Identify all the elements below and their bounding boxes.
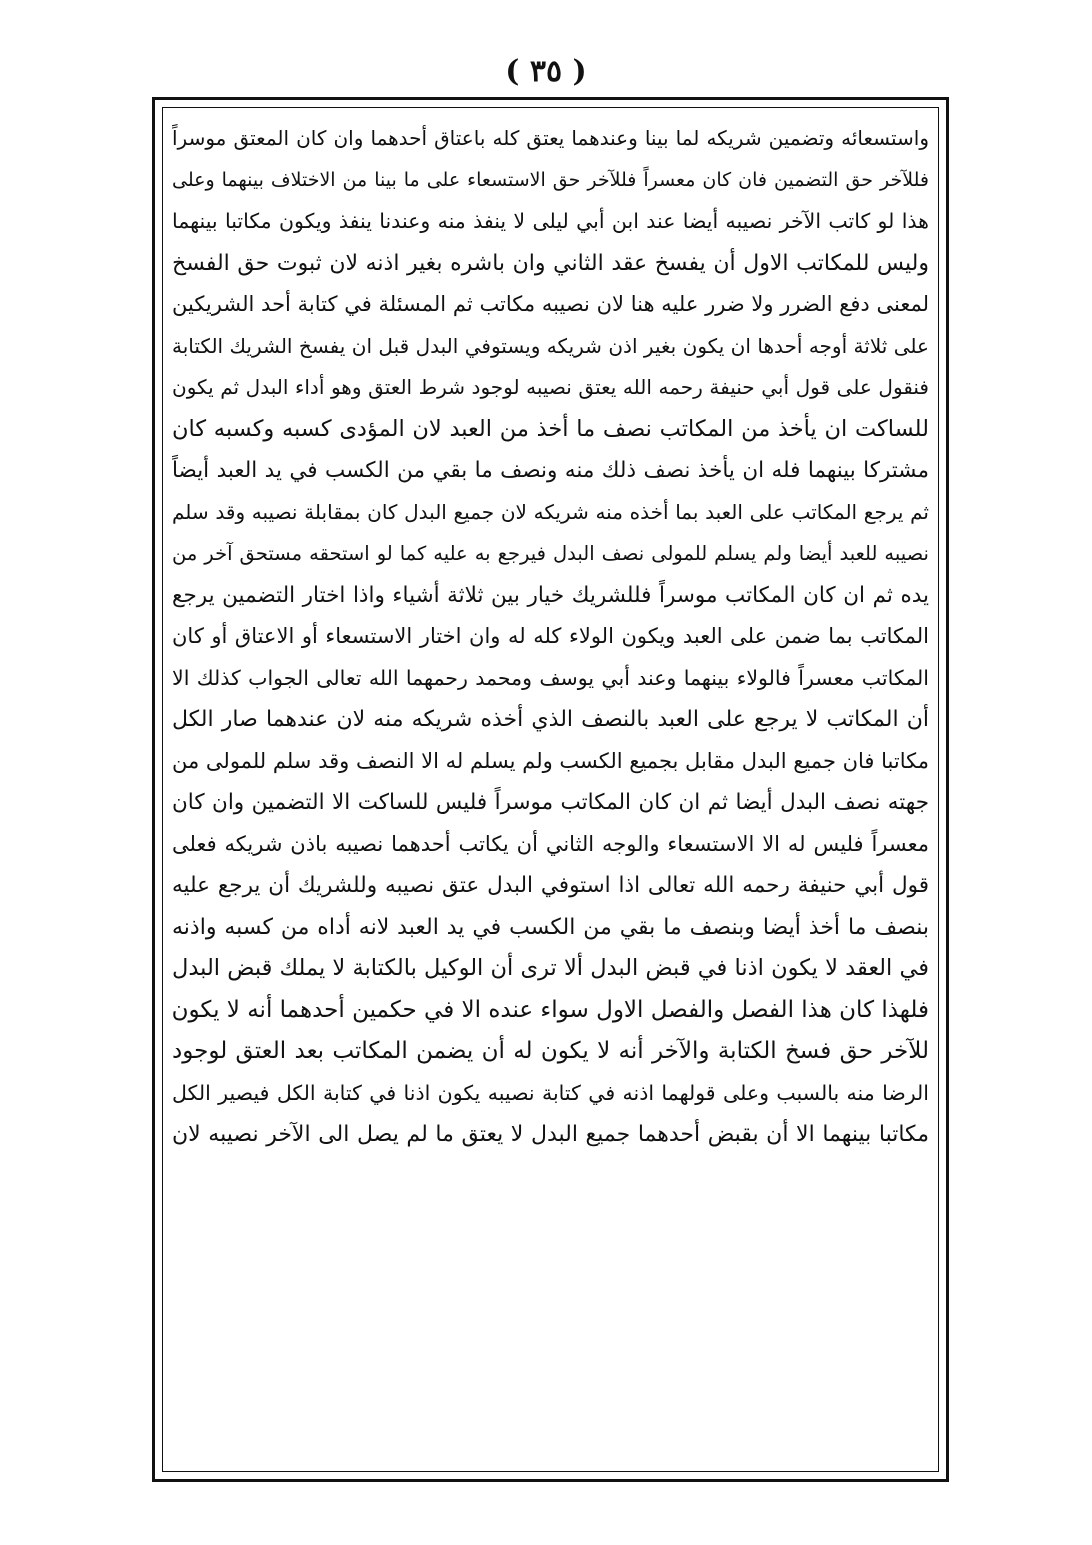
text-line: ثم يرجع المكاتب على العبد بما أخذه منه شريكه لان جميع البدل كان بمقابلة نصيبه وقد سلم [172,499,929,524]
text-line: الرضا منه بالسبب وعلى قولهما اذنه في كتابة نصيبه يكون اذنا في كتابة الكل فيصير الكل [172,1080,929,1105]
text-line: فلهذا كان هذا الفصل والفصل الاول سواء عنده الا في حكمين أحدهما أنه لا يكون [172,996,929,1023]
text-line: بنصف ما أخذ أيضا وبنصف ما بقي من الكسب في يد العبد لانه أداه من كسبه واذنه [172,914,929,940]
text-line: يده ثم ان كان المكاتب موسراً فللشريك خيار بين ثلاثة أشياء واذا اختار التضمين يرجع [172,582,929,608]
page-number: ( ٣٥ ) [505,54,587,89]
text-line: لمعنى دفع الضرر ولا ضرر عليه هنا لان نصيبه مكاتب ثم المسئلة في كتابة أحد الشريكين [172,292,929,316]
text-line: هذا لو كاتب الآخر نصيبه أيضا عند ابن أبي ليلى لا ينفذ منه وعندنا ينفذ ويكون مكاتبا بينهما [172,209,929,233]
text-line: واستسعائه وتضمين شريكه لما بينا وعندهما يعتق كله باعتاق أحدهما وان كان المعتق موسراً [172,126,929,150]
text-line: مكاتبا بينهما الا أن بقبض أحدهما جميع البدل لا يعتق ما لم يصل الى الآخر نصيبه لان [172,1122,929,1147]
text-line: وليس للمكاتب الاول أن يفسخ عقد الثاني وان باشره بغير اذنه لان ثبوت حق الفسخ [172,250,929,276]
text-line: فنقول على قول أبي حنيفة رحمه الله يعتق نصيبه لوجود شرط العتق وهو أداء البدل ثم يكون [172,375,929,399]
text-line: مكاتبا فان جميع البدل مقابل بجميع الكسب ولم يسلم له الا النصف وقد سلم للمولى من [172,748,929,773]
text-line: معسراً فليس له الا الاستسعاء والوجه الثاني أن يكاتب أحدهما نصيبه باذن شريكه فعلى [172,831,929,856]
text-line: فللآخر حق التضمين فان كان معسراً فللآخر حق الاستسعاء على ما بينا من الاختلاف بينهما وعلى [172,168,929,191]
text-line: نصيبه للعبد أيضا ولم يسلم للمولى نصف البدل فيرجع به عليه كما لو استحقه مستحق آخر من [172,542,929,565]
text-line: للآخر حق فسخ الكتابة والآخر أنه لا يكون له أن يضمن المكاتب بعد العتق لوجود [172,1038,929,1064]
text-line: أن المكاتب لا يرجع على العبد بالنصف الذي أخذه شريكه منه لان عندهما صار الكل [172,707,929,732]
text-line: جهته نصف البدل أيضا ثم ان كان المكاتب موسراً فليس للساكت الا التضمين وان كان [172,790,929,815]
text-line: المكاتب بما ضمن على العبد ويكون الولاء كله له وان اختار الاستسعاء أو الاعتاق أو كان [172,624,929,648]
text-line: مشتركا بينهما فله ان يأخذ نصف ذلك منه ونصف ما بقي من الكسب في يد العبد أيضاً [172,458,929,483]
text-line: المكاتب معسراً فالولاء بينهما وعند أبي يوسف ومحمد رحمهما الله تعالى الجواب كذلك الا [172,665,929,690]
text-line: للساكت ان يأخذ من المكاتب نصف ما أخذ من العبد لان المؤدى كسبه وكسبه كان [172,415,929,442]
page-body-text [172,118,929,1468]
text-line: على ثلاثة أوجه أحدها ان يكون بغير اذن شريكه ويستوفي البدل قبل ان يفسخ الشريك الكتابة [172,333,929,358]
text-line: في العقد لا يكون اذنا في قبض البدل ألا ترى أن الوكيل بالكتابة لا يملك قبض البدل [172,955,929,981]
text-line: قول أبي حنيفة رحمه الله تعالى اذا استوفي البدل عتق نصيبه وللشريك أن يرجع عليه [172,873,929,898]
